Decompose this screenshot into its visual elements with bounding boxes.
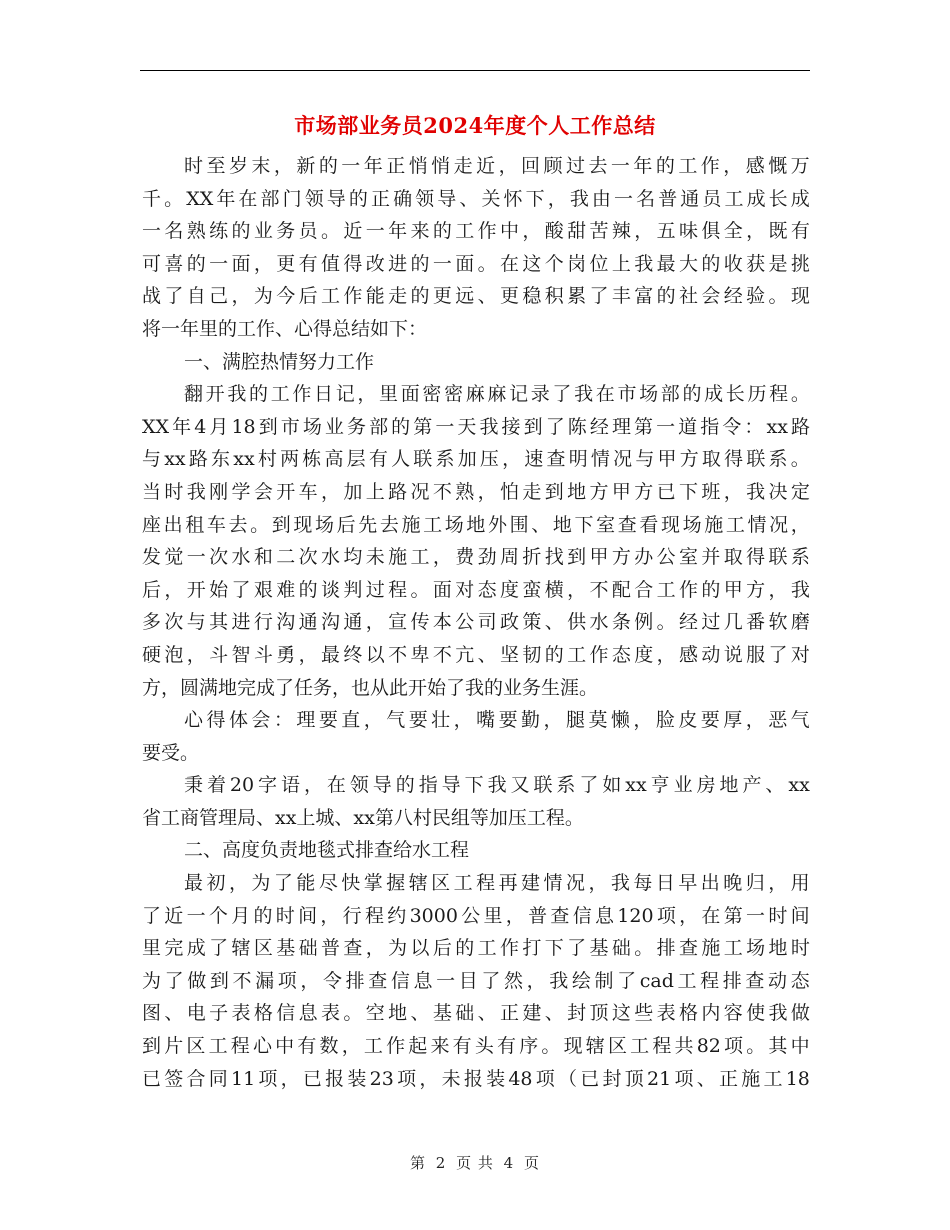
text-line: 省工商管理局、xx上城、xx第八村民组等加压工程。: [142, 806, 584, 829]
text-line: 与 xx 路 东 xx 村 两 栋 高 层 有 人 联 系 加 压 ， 速 查 明 情 况 与 甲 方 取 得 联 系 。: [142, 448, 810, 471]
text-line: 最 初 ， 为 了 能 尽 快 掌 握 辖 区 工 程 再 建 情 况 ， 我 每 日 早 出 晚 归 ， 用: [184, 872, 810, 895]
text-line: 一 名 熟 练 的 业 务 员 。 近 一 年 来 的 工 作 中 ， 酸 甜 苦 辣 ， 五 味 俱 全 ， 既 有: [142, 220, 810, 243]
document-body: [142, 150, 810, 1095]
footer-total-pages: 4: [503, 1154, 515, 1172]
text-line: 一、满腔热情努力工作: [184, 350, 375, 373]
text-line: 可 喜 的 一 面 ， 更 有 值 得 改 进 的 一 面 。 在 这 个 岗 位 上 我 最 大 的 收 获 是 挑: [142, 252, 810, 275]
text-line: 战 了 自 己 ， 为 今 后 工 作 能 走 的 更 远 、 更 稳 积 累 了 丰 富 的 社 会 经 验 。 现: [142, 285, 810, 308]
footer-suffix: 页: [524, 1154, 541, 1172]
text-line: 时 至 岁 末 ， 新 的 一 年 正 悄 悄 走 近 ， 回 顾 过 去 一 年 的 工 作 ， 感 慨 万: [184, 155, 810, 177]
text-line: 已 签 合 同 11 项 ， 已 报 装 23 项 ， 未 报 装 48 项 （ 已 封 顶 21 项 、 正 施 工 18: [142, 1067, 810, 1090]
header-rule: [140, 70, 810, 71]
text-line: 硬 泡 ， 斗 智 斗 勇 ， 最 终 以 不 卑 不 亢 、 坚 韧 的 工 作 态 度 ， 感 动 说 服 了 对: [142, 643, 810, 666]
text-line: 后 ， 开 始 了 艰 难 的 谈 判 过 程 。 面 对 态 度 蛮 横 ， 不 配 合 工 作 的 甲 方 ， 我: [142, 578, 810, 601]
text-line: 二、高度负责地毯式排查给水工程: [184, 839, 470, 862]
text-line: 方，圆满地完成了任务，也从此开始了我的业务生涯。: [142, 676, 599, 699]
text-line: XX 年 4 月 18 到 市 场 业 务 部 的 第 一 天 我 接 到 了 陈 经 理 第 一 道 指 令 ： xx 路: [142, 415, 810, 438]
text-line: 当 时 我 刚 学 会 开 车 ， 加 上 路 况 不 熟 ， 怕 走 到 地 方 甲 方 已 下 班 ， 我 决 定: [142, 480, 810, 503]
text-line: 座 出 租 车 去 。 到 现 场 后 先 去 施 工 场 地 外 围 、 地 下 室 查 看 现 场 施 工 情 况 ，: [142, 513, 810, 536]
text-line: 千 。 XX 年 在 部 门 领 导 的 正 确 领 导 、 关 怀 下 ， 我 由 一 名 普 通 员 工 成 长 成: [142, 187, 810, 210]
footer-prefix: 第: [409, 1154, 426, 1172]
footer-middle: 页 共: [456, 1154, 494, 1172]
text-line: 要受。: [142, 741, 200, 764]
footer-page-number: 2: [435, 1154, 447, 1172]
page-footer: [0, 1152, 950, 1173]
text-line: 将一年里的工作、心得总结如下：: [142, 317, 428, 340]
text-line: 为 了 做 到 不 漏 项 ， 令 排 查 信 息 一 目 了 然 ， 我 绘 制 了 cad 工 程 排 查 动 态: [142, 969, 810, 992]
text-line: 了 近 一 个 月 的 时 间 ， 行 程 约 3000 公 里 ， 普 查 信 息 120 项 ， 在 第 一 时 间: [142, 904, 810, 927]
text-line: 秉 着 20 字 语 ， 在 领 导 的 指 导 下 我 又 联 系 了 如 xx 亨 业 房 地 产 、 xx: [184, 774, 810, 797]
text-line: 里 完 成 了 辖 区 基 础 普 查 ， 为 以 后 的 工 作 打 下 了 基 础 。 排 查 施 工 场 地 时: [142, 937, 810, 960]
text-line: 发 觉 一 次 水 和 二 次 水 均 未 施 工 ， 费 劲 周 折 找 到 甲 方 办 公 室 并 取 得 联 系: [142, 546, 810, 569]
text-line: 到 片 区 工 程 心 中 有 数 ， 工 作 起 来 有 头 有 序 。 现 辖 区 工 程 共 82 项 。 其 中: [142, 1035, 810, 1058]
text-line: 翻 开 我 的 工 作 日 记 ， 里 面 密 密 麻 麻 记 录 了 我 在 市 场 部 的 成 长 历 程 。: [184, 383, 810, 406]
text-line: 图 、 电 子 表 格 信 息 表 。 空 地 、 基 础 、 正 建 、 封 顶 这 些 表 格 内 容 使 我 做: [142, 1002, 810, 1025]
text-line: 心 得 体 会 ： 理 要 直 ， 气 要 壮 ， 嘴 要 勤 ， 腿 莫 懒 ， 脸 皮 要 厚 ， 恶 气: [184, 709, 810, 732]
text-line: 多 次 与 其 进 行 沟 通 沟 通 ， 宣 传 本 公 司 政 策 、 供 水 条 例 。 经 过 几 番 软 磨: [142, 611, 810, 634]
document-title: 市场部业务员2024年度个人工作总结: [294, 113, 656, 138]
